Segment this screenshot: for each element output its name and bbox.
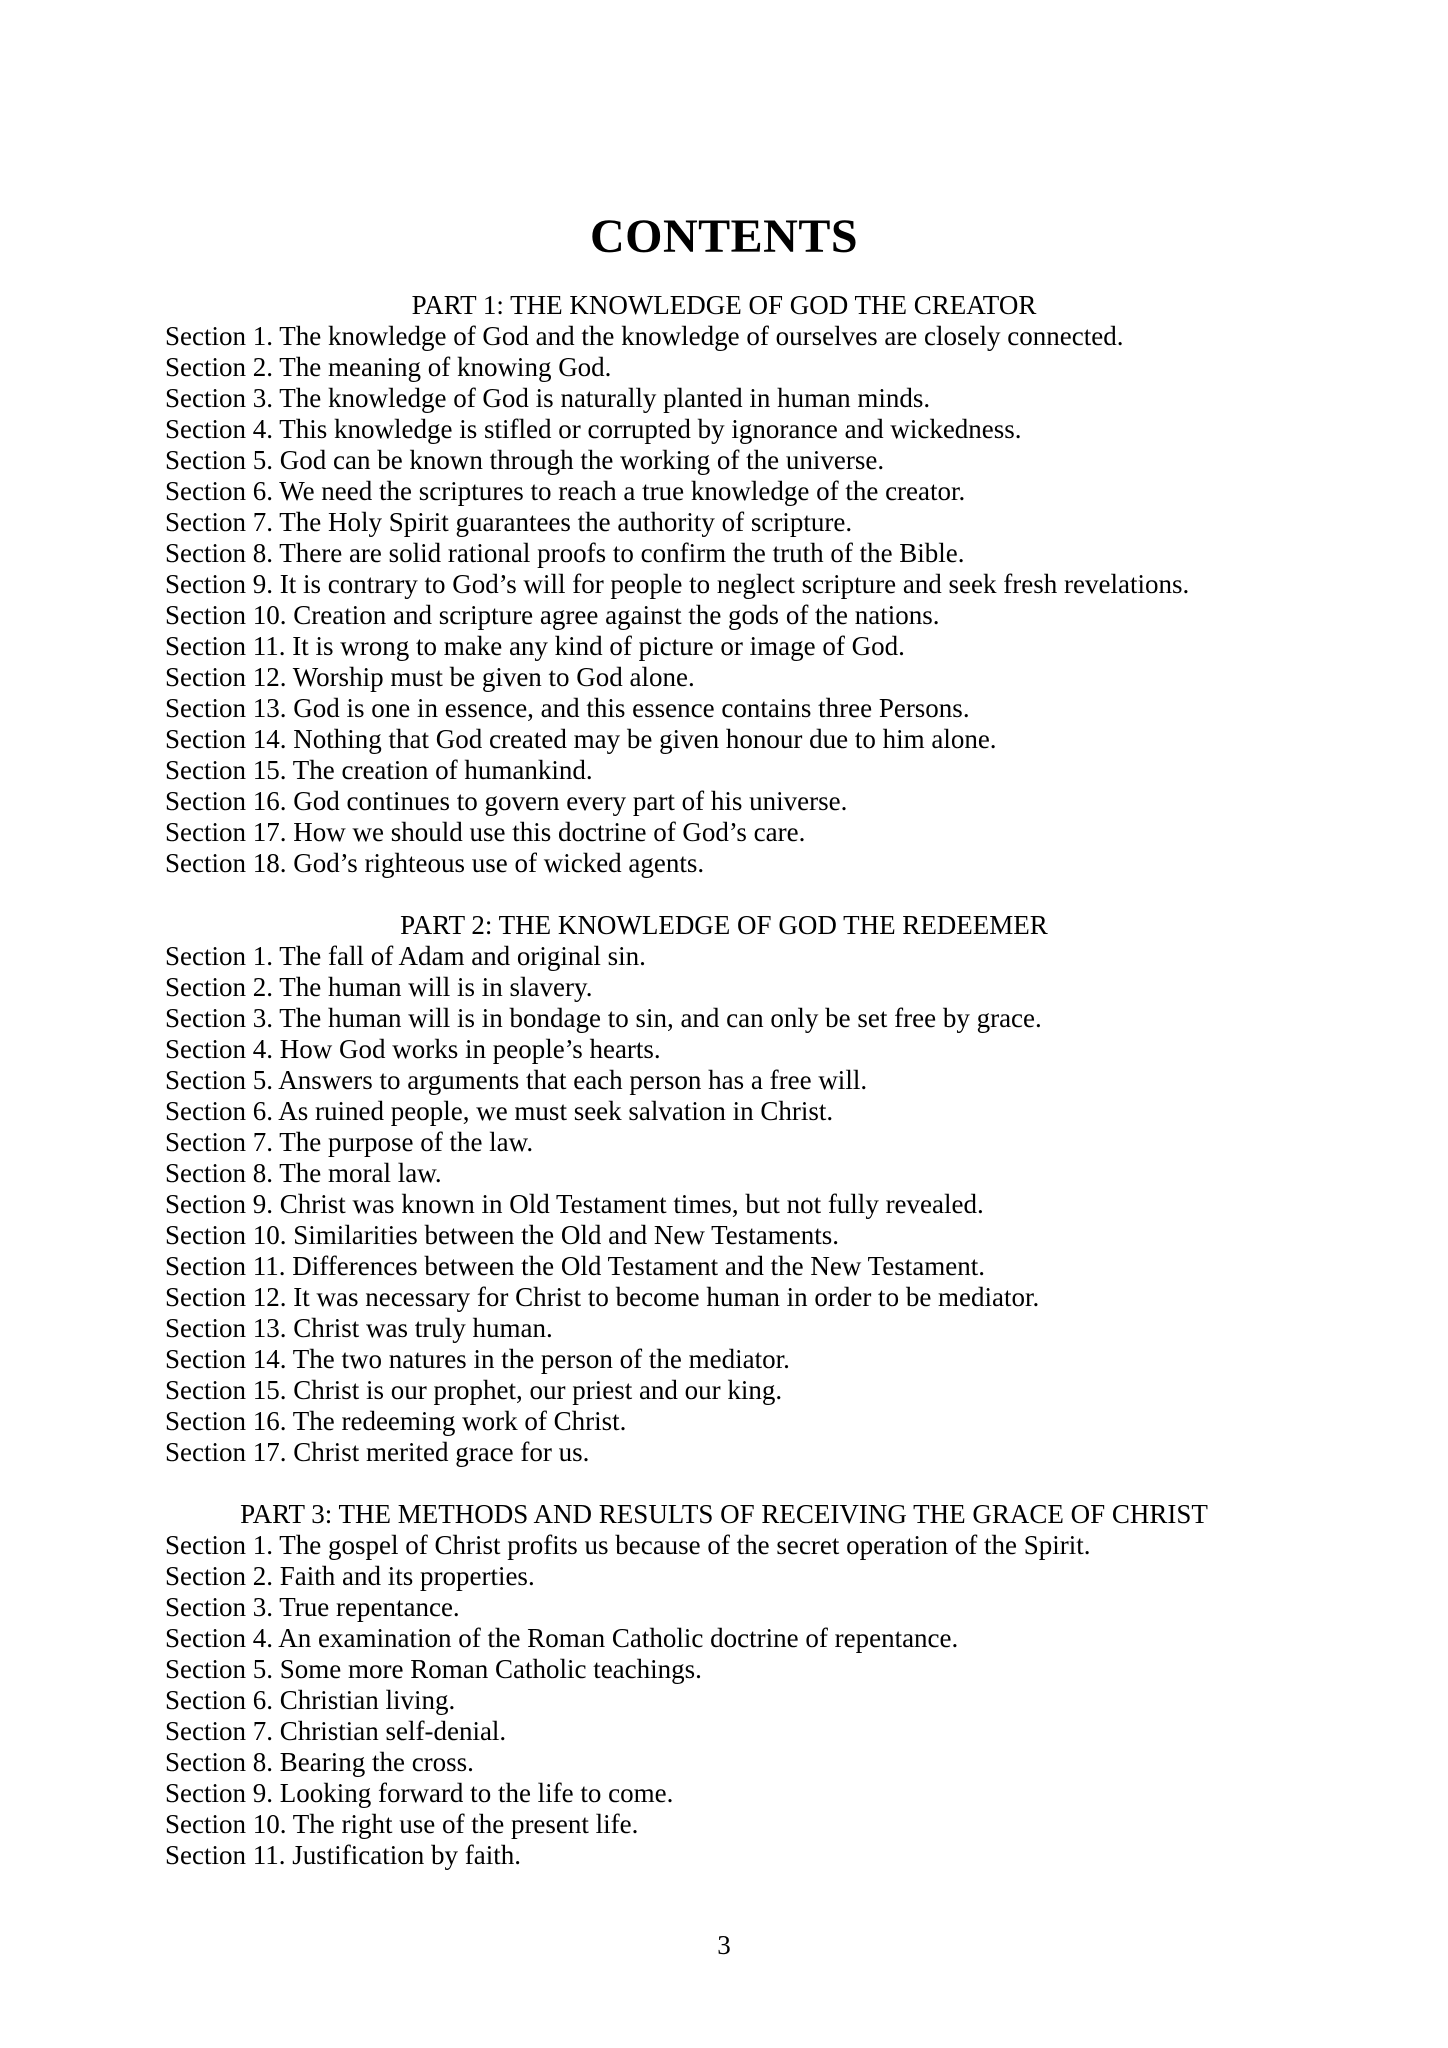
toc-section-line: Section 3. The knowledge of God is naturally planted in human minds. [165, 383, 931, 413]
toc-section-line: Section 18. God’s righteous use of wicked agents. [165, 848, 705, 878]
toc-section-line: Section 6. As ruined people, we must seek salvation in Christ. [165, 1096, 834, 1126]
toc-section-line: Section 4. This knowledge is stifled or corrupted by ignorance and wickedness. [165, 414, 1022, 444]
toc-section-line: Section 4. An examination of the Roman Catholic doctrine of repentance. [165, 1623, 959, 1653]
toc-part [165, 1468, 1283, 1871]
toc-section-line: Section 3. The human will is in bondage to sin, and can only be set free by grace. [165, 1003, 1042, 1033]
toc-section-line: Section 9. Christ was known in Old Testament times, but not fully revealed. [165, 1189, 984, 1219]
toc-section-line: Section 5. God can be known through the working of the universe. [165, 445, 885, 475]
toc-section-line: Section 15. Christ is our prophet, our priest and our king. [165, 1375, 783, 1405]
toc-section-line: Section 7. The purpose of the law. [165, 1127, 534, 1157]
part-sections [165, 321, 1283, 879]
toc-section-line: Section 11. Differences between the Old Testament and the New Testament. [165, 1251, 985, 1281]
toc-section-line: Section 9. It is contrary to God’s will for people to neglect scripture and seek fresh revelations. [165, 569, 1190, 599]
toc-section-line: Section 9. Looking forward to the life to come. [165, 1778, 674, 1808]
toc-section-line: Section 5. Some more Roman Catholic teachings. [165, 1654, 702, 1684]
toc-section-line: Section 6. We need the scriptures to reach a true knowledge of the creator. [165, 476, 966, 506]
toc-section-line: Section 13. Christ was truly human. [165, 1313, 553, 1343]
toc-part [165, 265, 1283, 879]
page-title: CONTENTS [589, 210, 859, 263]
toc-section-line: Section 2. The meaning of knowing God. [165, 352, 612, 382]
part-heading: PART 3: THE METHODS AND RESULTS OF RECEIVING THE GRACE OF CHRIST [240, 1499, 1208, 1529]
toc-section-line: Section 17. Christ merited grace for us. [165, 1437, 590, 1467]
toc-section-line: Section 12. It was necessary for Christ to become human in order to be mediator. [165, 1282, 1040, 1312]
toc-section-line: Section 2. Faith and its properties. [165, 1561, 535, 1591]
toc-section-line: Section 1. The gospel of Christ profits us because of the secret operation of the Spirit. [165, 1530, 1091, 1560]
toc-section-line: Section 10. The right use of the present life. [165, 1809, 639, 1839]
toc-section-line: Section 7. Christian self-denial. [165, 1716, 507, 1746]
toc-section-line: Section 2. The human will is in slavery. [165, 972, 593, 1002]
toc-section-line: Section 13. God is one in essence, and this essence contains three Persons. [165, 693, 970, 723]
toc-section-line: Section 1. The fall of Adam and original sin. [165, 941, 646, 971]
toc-section-line: Section 5. Answers to arguments that each person has a free will. [165, 1065, 868, 1095]
toc-section-line: Section 3. True repentance. [165, 1592, 460, 1622]
toc-section-line: Section 6. Christian living. [165, 1685, 456, 1715]
toc-section-line: Section 8. Bearing the cross. [165, 1747, 474, 1777]
page-number: 3 [717, 1930, 731, 1960]
part-heading: PART 2: THE KNOWLEDGE OF GOD THE REDEEMER [400, 910, 1048, 940]
toc-section-line: Section 1. The knowledge of God and the knowledge of ourselves are closely connected. [165, 321, 1124, 351]
toc-section-line: Section 10. Similarities between the Old and New Testaments. [165, 1220, 839, 1250]
toc-section-line: Section 4. How God works in people’s hearts. [165, 1034, 661, 1064]
contents-column [0, 209, 1448, 1961]
part-heading: PART 1: THE KNOWLEDGE OF GOD THE CREATOR [411, 290, 1037, 320]
toc-part [165, 879, 1283, 1468]
toc-section-line: Section 10. Creation and scripture agree against the gods of the nations. [165, 600, 940, 630]
part-sections [165, 1530, 1283, 1871]
toc-parts [165, 265, 1283, 1871]
toc-section-line: Section 14. The two natures in the person of the mediator. [165, 1344, 790, 1374]
toc-section-line: Section 15. The creation of humankind. [165, 755, 593, 785]
part-sections [165, 941, 1283, 1468]
toc-section-line: Section 14. Nothing that God created may be given honour due to him alone. [165, 724, 997, 754]
toc-section-line: Section 16. The redeeming work of Christ. [165, 1406, 627, 1436]
toc-section-line: Section 11. Justification by faith. [165, 1840, 521, 1870]
toc-section-line: Section 7. The Holy Spirit guarantees the authority of scripture. [165, 507, 853, 537]
toc-section-line: Section 8. There are solid rational proofs to confirm the truth of the Bible. [165, 538, 965, 568]
toc-section-line: Section 16. God continues to govern every part of his universe. [165, 786, 848, 816]
toc-section-line: Section 11. It is wrong to make any kind of picture or image of God. [165, 631, 905, 661]
toc-section-line: Section 17. How we should use this doctrine of God’s care. [165, 817, 806, 847]
toc-section-line: Section 12. Worship must be given to God alone. [165, 662, 695, 692]
toc-section-line: Section 8. The moral law. [165, 1158, 442, 1188]
